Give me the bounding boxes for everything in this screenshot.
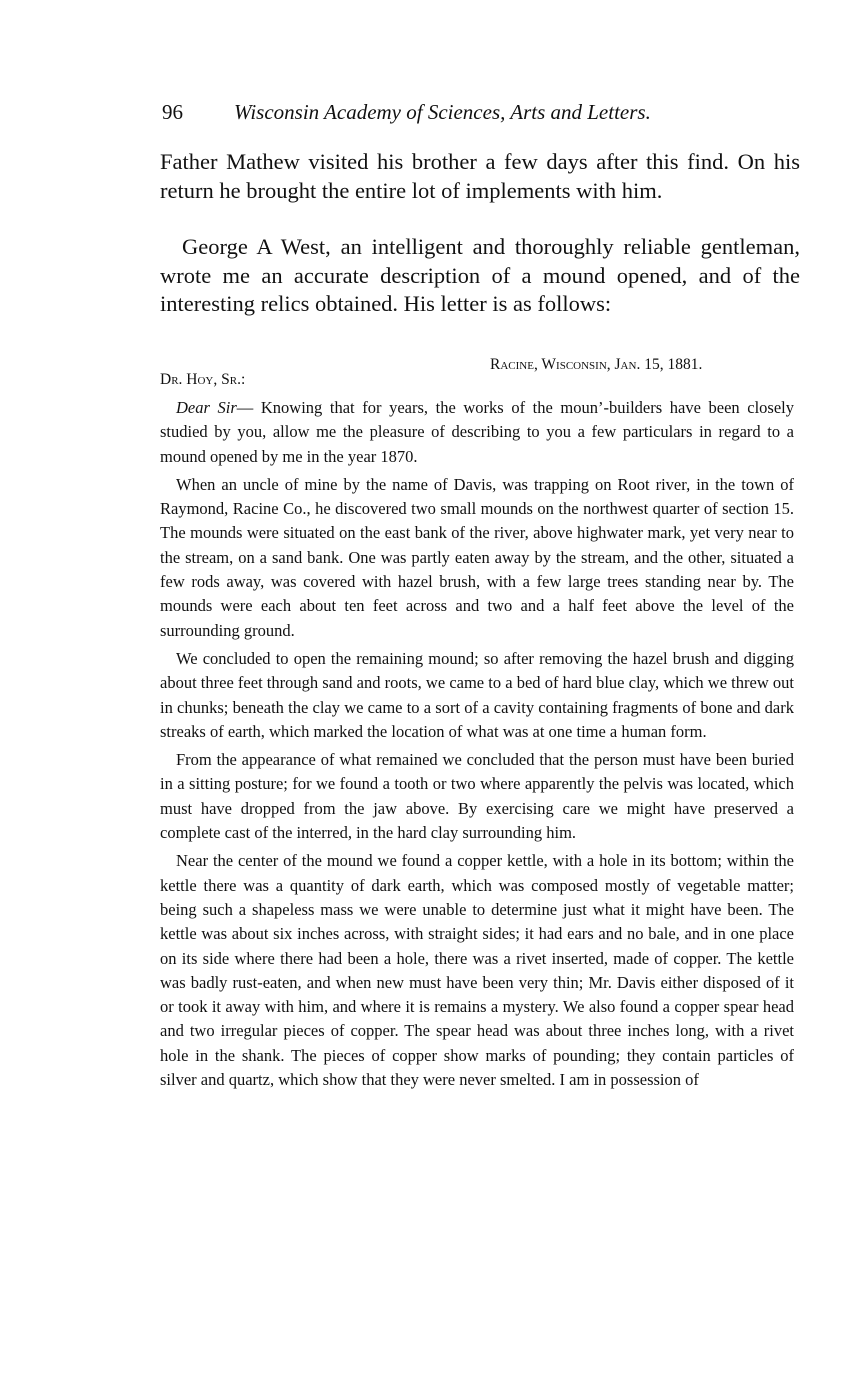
letter-paragraph-text: — Knowing that for years, the works of the moun’-builders have been closely studied by you, allow me the pleasure of describing to you a few particulars in regard to a mound opened by me in the year 1870. <box>160 398 794 466</box>
running-title: Wisconsin Academy of Sciences, Arts and Letters. <box>234 100 651 124</box>
intro-paragraph: George A West, an intelligent and thoroughly reliable gentleman, wrote me an accurate description of a mound opened, and of the interesting relics obtained. His letter is as follows: <box>160 234 800 317</box>
running-header <box>162 100 802 125</box>
letter-paragraph: We concluded to open the remaining mound; so after removing the hazel brush and digging about three feet through sand and roots, we came to a bed of hard blue clay, which we threw out in chunks; beneath the clay we came to a sort of a cavity containing fragments of bone and dark streaks of earth, which marked the location of what was at one time a human form. <box>160 648 794 741</box>
page-number: 96 <box>162 100 183 124</box>
letter-paragraph <box>160 396 794 469</box>
letter-paragraph: From the appearance of what remained we concluded that the person must have been buried in a sitting posture; for we found a tooth or two where apparently the pelvis was located, which must have dropped from the jaw above. By exercising care we might have preserved a complete cast of the interred, in the hard clay surrounding him. <box>160 750 794 843</box>
letter-paragraph: Near the center of the mound we found a copper kettle, with a hole in its bottom; within the kettle there was a quantity of dark earth, which was composed mostly of vegetable matter; being such a shapeless mass we were unable to determine just what it might have been. The kettle was about six inches across, with straight sides; it had ears and no bale, and in one place on its side where there had been a hole, there was a rivet inserted, made of copper. The kettle was badly rust-eaten, and when new must have been very thin; Mr. Davis either disposed of it or took it away with him, and where it is remains a mystery. We also found a copper spear head and two irregular pieces of copper. The spear head was about three inches long, with a rivet hole in the shank. The pieces of copper show marks of pounding; they contain particles of silver and quartz, which show that they were never smelted. I am in possession of <box>160 851 794 1090</box>
letter-paragraph: When an uncle of mine by the name of Davis, was trapping on Root river, in the town of Raymond, Racine Co., he discovered two small mounds on the northwest quarter of section 15. The mounds were situated on the east bank of the river, above highwater mark, yet very near to the stream, on a sand bank. One was partly eaten away by the stream, and the other, situated a few rods away, was covered with hazel brush, with a few large trees standing near by. The mounds were each about ten feet across and two and a half feet above the level of the surrounding ground. <box>160 474 794 640</box>
letter-salutation: Dr. Hoy, Sr.: <box>160 371 246 388</box>
intro-paragraph: Father Mathew visited his brother a few days after this find. On his return he brought the entire lot of implements with him. <box>160 149 800 203</box>
letter-body <box>160 396 794 1096</box>
letter-greeting: Dear Sir <box>176 398 237 417</box>
letter-dateline: Racine, Wisconsin, Jan. 15, 1881. <box>490 356 703 373</box>
